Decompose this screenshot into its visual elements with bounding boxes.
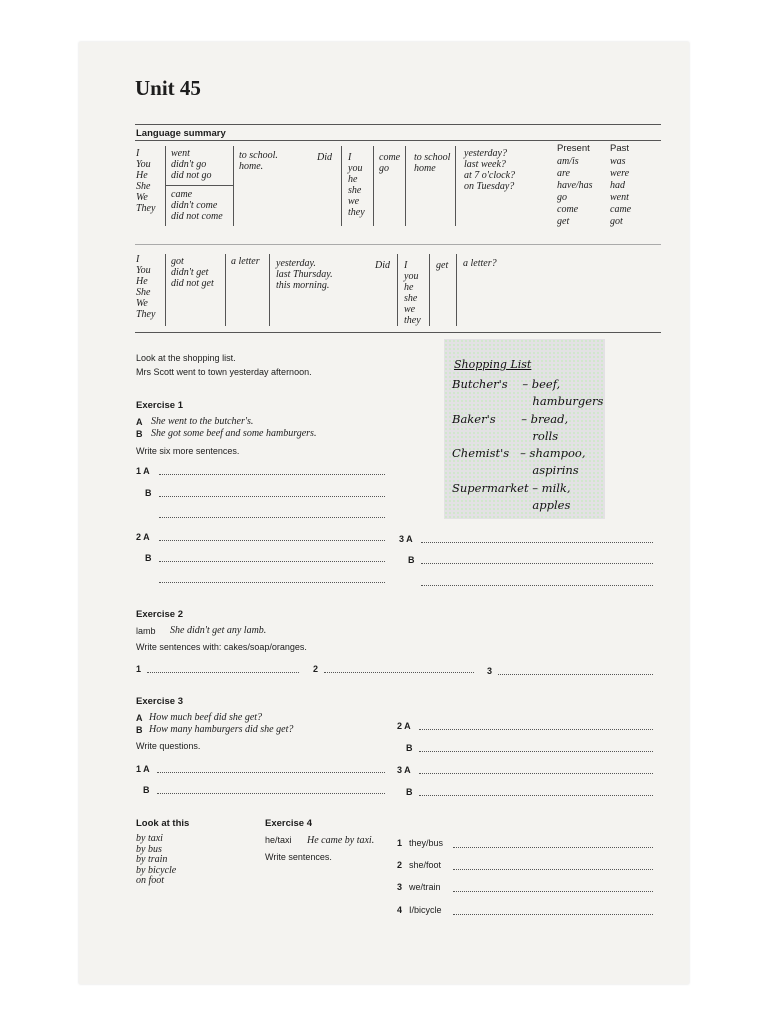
- worksheet-page: [79, 42, 689, 984]
- ex3-3b-line[interactable]: [419, 795, 653, 796]
- ex4-item-3: we/train: [409, 882, 441, 892]
- ex3-2a-label: 2 A: [397, 721, 411, 731]
- ex3-instruction: Write questions.: [136, 741, 201, 751]
- ex3-2a-line[interactable]: [419, 729, 653, 730]
- ex1-2a-label: 2 A: [136, 532, 150, 542]
- ex1-1b-line[interactable]: [159, 496, 385, 497]
- t2-divider: [456, 254, 457, 326]
- t2-times: yesterday. last Thursday. this morning.: [276, 258, 333, 291]
- ex4-n3: 3: [397, 882, 403, 892]
- ex2-n2: 2: [313, 664, 319, 674]
- ex2-n3: 3: [487, 666, 493, 676]
- exercise-2-heading: Exercise 2: [136, 609, 184, 620]
- ex2-n1: 1: [136, 664, 142, 674]
- exercise-3-heading: Exercise 3: [136, 696, 184, 707]
- t2-q-pronouns: I you he she we they: [404, 260, 421, 326]
- shopping-list-card: [444, 339, 605, 519]
- ex1-2b-line[interactable]: [159, 561, 385, 562]
- ex3-2b-label: B: [406, 743, 413, 753]
- page-title: Unit 45: [135, 76, 201, 100]
- t1-past: was were had went came got: [610, 156, 632, 227]
- t2-get: get: [436, 260, 449, 271]
- summary-top-rule: [135, 124, 661, 125]
- t1-divider: [405, 146, 406, 226]
- look-at-this-heading: Look at this: [136, 818, 190, 829]
- t1-did: Did: [317, 152, 332, 163]
- t2-q-letter: a letter?: [463, 258, 497, 269]
- ex4-cue: he/taxi: [265, 835, 292, 845]
- ex4-item-2: she/foot: [409, 860, 442, 870]
- ex1-a-text: She went to the butcher's.: [151, 416, 254, 427]
- ex1-3a-line[interactable]: [421, 542, 653, 543]
- shopping-list-title: Shopping List: [454, 358, 532, 371]
- intro-line-2: Mrs Scott went to town yesterday afternoon.: [136, 367, 312, 377]
- t1-divider: [233, 146, 234, 226]
- ex3-2b-line[interactable]: [419, 751, 653, 752]
- t2-letter: a letter: [231, 256, 260, 267]
- ex4-n2: 2: [397, 860, 403, 870]
- t2-did: Did: [375, 260, 390, 271]
- ex1-3b-line[interactable]: [421, 563, 653, 564]
- summary-bottom-rule: [135, 332, 661, 333]
- intro-line-1: Look at the shopping list.: [136, 353, 236, 363]
- t2-divider: [165, 254, 166, 326]
- exercise-4-heading: Exercise 4: [265, 818, 313, 829]
- ex2-cue: lamb: [136, 626, 156, 636]
- ex3-1b-label: B: [143, 785, 150, 795]
- ex1-3a-label: 3 A: [399, 534, 413, 544]
- ex1-1a-label: 1 A: [136, 466, 150, 476]
- t1-q-pronouns: I you he she we they: [348, 152, 365, 218]
- ex4-item-1: they/bus: [409, 838, 444, 848]
- ex4-instruction: Write sentences.: [265, 852, 332, 862]
- t2-divider: [397, 254, 398, 326]
- t1-dest: to school. home.: [239, 150, 278, 172]
- ex3-1a-label: 1 A: [136, 764, 150, 774]
- t1-verbs: come go: [379, 152, 401, 174]
- t1-divider: [455, 146, 456, 226]
- ex3-1b-line[interactable]: [157, 793, 385, 794]
- t1-past-head: Past: [610, 143, 630, 154]
- ex1-3b-label: B: [408, 555, 415, 565]
- ex4-line-4[interactable]: [453, 914, 653, 915]
- summary-head-rule: [135, 140, 661, 141]
- ex1-1b-line-2[interactable]: [159, 517, 385, 518]
- ex2-line-2[interactable]: [324, 672, 474, 673]
- ex1-b-label: B: [136, 429, 143, 439]
- t1-came: came didn't come did not come: [171, 189, 223, 222]
- ex3-b-label: B: [136, 725, 143, 735]
- ex3-3a-label: 3 A: [397, 765, 411, 775]
- t2-pronouns: I You He She We They: [136, 254, 156, 320]
- ex1-a-label: A: [136, 417, 143, 427]
- t1-went: went didn't go did not go: [171, 148, 212, 181]
- summary-heading: Language summary: [136, 128, 226, 139]
- t1-pronouns: I You He She We They: [136, 148, 156, 214]
- ex2-instruction: Write sentences with: cakes/soap/oranges.: [136, 642, 307, 652]
- ex1-b-text: She got some beef and some hamburgers.: [151, 428, 317, 439]
- ex1-instruction: Write six more sentences.: [136, 446, 240, 456]
- ex3-a-text: How much beef did she get?: [149, 712, 263, 723]
- ex2-line-3[interactable]: [498, 674, 653, 675]
- t1-divider: [165, 146, 166, 226]
- ex3-b-text: How many hamburgers did she get?: [149, 724, 294, 735]
- ex4-n4: 4: [397, 905, 403, 915]
- summary-mid-rule: [135, 244, 661, 245]
- ex1-3b-line-2[interactable]: [421, 585, 653, 586]
- t1-times: yesterday? last week? at 7 o'clock? on Tuesday?: [464, 148, 516, 192]
- ex3-1a-line[interactable]: [157, 772, 385, 773]
- ex4-line-2[interactable]: [453, 869, 653, 870]
- shopping-list-items: Butcher's – beef, hamburgers Baker's – bread, rolls Chemist's – shampoo, aspirins Supermarket – milk, apples: [452, 377, 604, 513]
- ex1-2b-label: B: [145, 553, 152, 563]
- exercise-1-heading: Exercise 1: [136, 400, 184, 411]
- t2-got: got didn't get did not get: [171, 256, 214, 289]
- ex4-line-3[interactable]: [453, 891, 653, 892]
- t1-divider: [341, 146, 342, 226]
- t1-divider: [373, 146, 374, 226]
- ex1-2a-line[interactable]: [159, 540, 385, 541]
- ex3-3b-label: B: [406, 787, 413, 797]
- ex4-item-4: I/bicycle: [409, 905, 442, 915]
- look-at-this-list: by taxi by bus by train by bicycle on foot: [136, 833, 177, 886]
- ex1-1b-label: B: [145, 488, 152, 498]
- ex3-a-label: A: [136, 713, 143, 723]
- t1-row-rule: [165, 185, 233, 186]
- ex1-2b-line-2[interactable]: [159, 582, 385, 583]
- ex4-line-1[interactable]: [453, 847, 653, 848]
- t2-divider: [269, 254, 270, 326]
- ex2-line-1[interactable]: [147, 672, 299, 673]
- ex1-1a-line[interactable]: [159, 474, 385, 475]
- t2-divider: [225, 254, 226, 326]
- t2-divider: [429, 254, 430, 326]
- ex3-3a-line[interactable]: [419, 773, 653, 774]
- ex4-n1: 1: [397, 838, 403, 848]
- ex2-example: She didn't get any lamb.: [170, 625, 267, 636]
- t1-present: am/is are have/has go come get: [557, 156, 593, 227]
- ex4-example: He came by taxi.: [307, 835, 375, 846]
- t1-present-head: Present: [557, 143, 590, 154]
- t1-q-dest: to school home: [414, 152, 451, 174]
